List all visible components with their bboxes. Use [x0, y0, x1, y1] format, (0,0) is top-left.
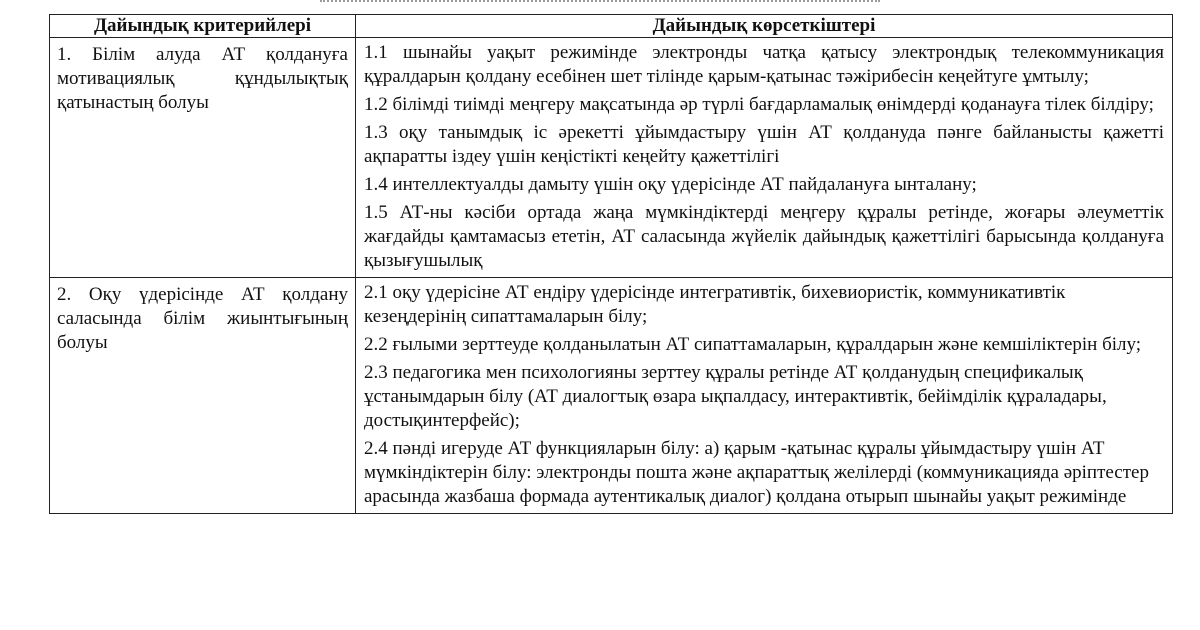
criterion-cell	[50, 38, 356, 278]
criteria-table	[49, 14, 1173, 514]
indicators-cell	[356, 278, 1173, 514]
indicator-item: 1.2 білімді тиімді меңгеру мақсатында әр түрлі бағдарламалық өнімдерді қоданауға тілек білдіру;	[364, 94, 1154, 115]
table-row	[50, 38, 1173, 278]
table-header-row	[50, 15, 1173, 38]
indicator-item: 1.4 интеллектуалды дамыту үшін оқу үдерісінде АТ пайдалануға ынталану;	[364, 174, 977, 195]
criterion-cell	[50, 278, 356, 514]
header-criteria: Дайындық критерийлері	[50, 15, 356, 38]
indicator-item: 1.1 шынайы уақыт режимінде электронды чатқа қатысу электрондық телекоммуникация құралдарын қолдану есебінен шет тілінде қарым-қатынас тәжірибесін кеңейтуге ұмтылу;	[364, 42, 1164, 87]
indicator-item: 2.4 пәнді игеруде АТ функцияларын білу: а) қарым -қатынас құралы ұйымдастыру үшін АТ мүмкіндіктерін білу: электронды пошта және ақпараттық желілерді (коммуникацияда әріптестер арасында жазбаша формада аутентикалық диалог) қолдана отырып шынайы уақыт режимінде	[364, 438, 1149, 507]
indicator-item: 2.1 оқу үдерісіне АТ ендіру үдерісінде интегративтік, бихевиористік, коммуникативтік кезеңдерінің сипаттамаларын білу;	[364, 282, 1066, 327]
indicator-item: 2.2 ғылыми зерттеуде қолданылатын АТ сипаттамаларын, құралдарын және кемшіліктерін білу;	[364, 334, 1142, 355]
header-indicators: Дайындық көрсеткіштері	[356, 15, 1173, 38]
indicators-cell	[356, 38, 1173, 278]
table-row	[50, 278, 1173, 514]
criterion-text: 1. Білім алуда АТ қолдануға мотивациялық құндылықтық қатынастың болуы	[57, 44, 348, 113]
criterion-text: 2. Оқу үдерісінде АТ қолдану саласында білім жиынтығының болуы	[57, 284, 348, 353]
indicator-item: 1.3 оқу танымдық іс әрекетті ұйымдастыру үшін АТ қолдануда пәнге байланысты қажетті ақпаратты іздеу үшін кеңістікті кеңейту қажеттілігі	[364, 122, 1164, 167]
indicator-item: 2.3 педагогика мен психологияны зерттеу құралы ретінде АТ қолданудың спецификалық ұстанымдарын білу (АТ диалогтық өзара ықпалдасу, интерактивтік, бейімділік құраладары, достықинтерфейс);	[364, 362, 1107, 431]
indicator-item: 1.5 АТ-ны кәсіби ортада жаңа мүмкіндіктерді меңгеру құралы ретінде, жоғары әлеуметтік жағдайды қамтамасыз ететін, АТ саласында жүйелік дайындық қажеттілігі барысында қолдануға қызығушылық	[364, 202, 1164, 271]
cropped-caption-fragment	[320, 0, 880, 2]
